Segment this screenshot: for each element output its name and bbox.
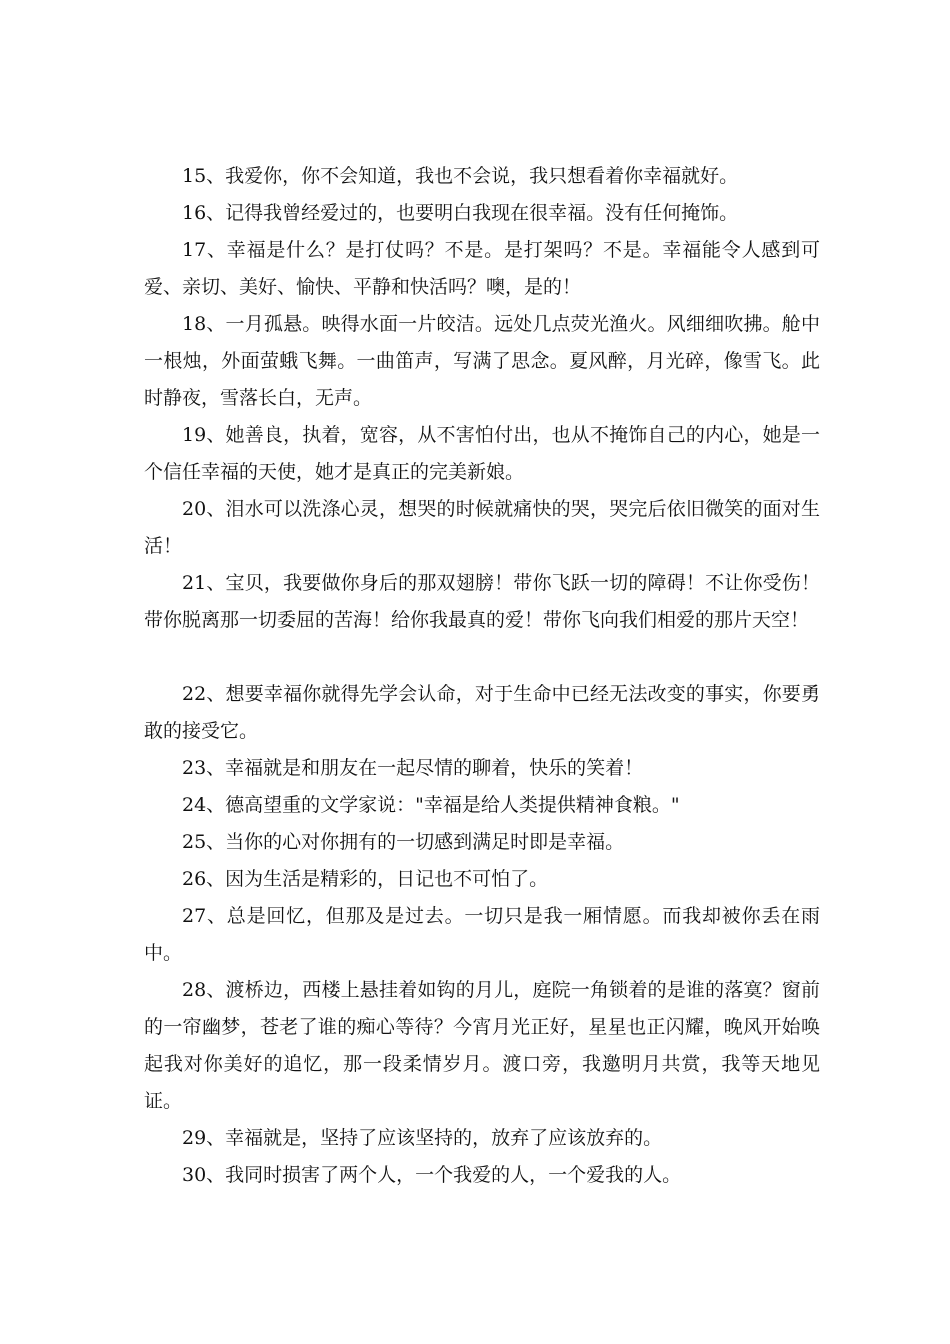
- paragraph-16: 16、记得我曾经爱过的，也要明白我现在很幸福。没有任何掩饰。: [182, 202, 739, 224]
- paragraph-30: 30、我同时损害了两个人，一个我爱的人，一个爱我的人。: [182, 1164, 682, 1186]
- paragraph-19: 19、她善良，执着，宽容，从不害怕付出，也从不掩饰自己的内心，她是一个信任幸福的天使，她才是真正的完美新娘。: [144, 424, 820, 483]
- paragraph-15: 15、我爱你，你不会知道，我也不会说，我只想看着你幸福就好。: [182, 165, 739, 187]
- paragraph-20: 20、泪水可以洗涤心灵，想哭的时候就痛快的哭，哭完后依旧微笑的面对生活！: [144, 498, 820, 557]
- paragraph-28: 28、渡桥边，西楼上悬挂着如钩的月儿，庭院一角锁着的是谁的落寞？窗前的一帘幽梦，苍老了谁的痴心等待？今宵月光正好，星星也正闪耀，晚风开始唤起我对你美好的追忆，那一段柔情岁月。渡口旁，我邀明月共赏，我等天地见证。: [144, 979, 820, 1112]
- paragraph-18: 18、一月孤悬。映得水面一片皎洁。远处几点荧光渔火。风细细吹拂。舱中一根烛，外面萤蛾飞舞。一曲笛声，写满了思念。夏风醉，月光碎，像雪飞。此时静夜，雪落长白，无声。: [144, 313, 820, 409]
- paragraph-17: 17、幸福是什么？是打仗吗？不是。是打架吗？不是。幸福能令人感到可爱、亲切、美好、愉快、平静和快活吗？噢，是的！: [144, 239, 820, 298]
- paragraph-21: 21、宝贝，我要做你身后的那双翅膀！带你飞跃一切的障碍！不让你受伤！带你脱离那一切委屈的苦海！给你我最真的爱！带你飞向我们相爱的那片天空！: [144, 572, 820, 631]
- paragraph-26: 26、因为生活是精彩的，日记也不可怕了。: [182, 868, 549, 890]
- paragraph-24: 24、德高望重的文学家说："幸福是给人类提供精神食粮。": [182, 794, 680, 816]
- paragraph-22: 22、想要幸福你就得先学会认命，对于生命中已经无法改变的事实，你要勇敢的接受它。: [144, 683, 820, 742]
- paragraph-23: 23、幸福就是和朋友在一起尽情的聊着，快乐的笑着！: [182, 757, 644, 779]
- document-body: [144, 158, 820, 1194]
- blank-line: [144, 639, 820, 676]
- paragraph-29: 29、幸福就是，坚持了应该坚持的，放弃了应该放弃的。: [182, 1127, 663, 1149]
- paragraph-25: 25、当你的心对你拥有的一切感到满足时即是幸福。: [182, 831, 625, 853]
- paragraph-27: 27、总是回忆，但那及是过去。一切只是我一厢情愿。而我却被你丢在雨中。: [144, 905, 820, 964]
